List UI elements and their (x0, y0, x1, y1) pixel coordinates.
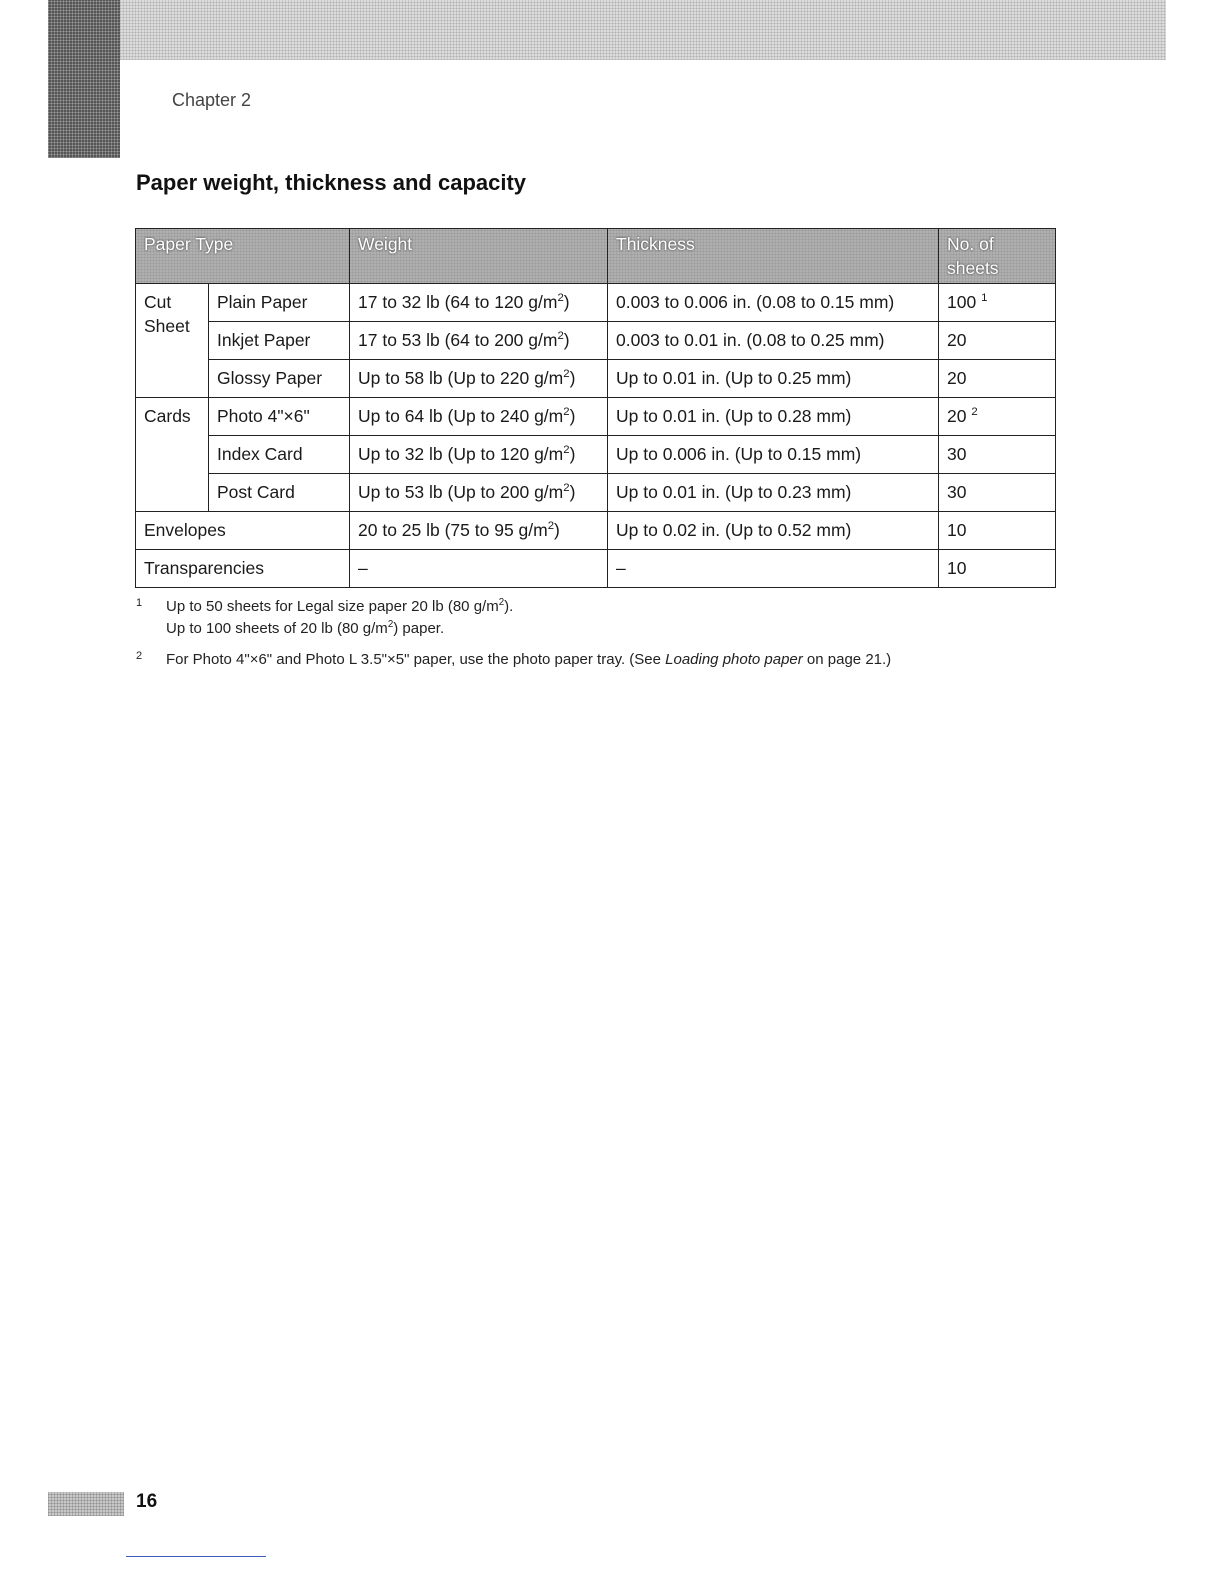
table-row (136, 360, 1056, 398)
header-thickness: Thickness (608, 229, 939, 284)
paper-type-cell: Photo 4"×6" (209, 398, 350, 436)
sheets-cell: 20 (939, 322, 1056, 360)
table-row (136, 550, 1056, 588)
sheets-cell: 20 $^2$ (939, 398, 1056, 436)
weight-cell: 20 to 25 lb (75 to 95 $g/m^2$) (350, 512, 608, 550)
thickness-cell: – (608, 550, 939, 588)
thickness-cell: Up to 0.01 in. (Up to 0.23 mm) (608, 474, 939, 512)
weight-cell: Up to 64 lb (Up to 240 $g/m^2$) (350, 398, 608, 436)
header-weight: Weight (350, 229, 608, 284)
footnote-ref: 2 (971, 406, 978, 419)
footnote-mark: 1 (136, 597, 143, 609)
category-cell: Transparencies (136, 550, 350, 588)
paper-type-cell: Plain Paper (209, 284, 350, 322)
weight-cell: 17 to 32 lb (64 to 120 $g/m^2$) (350, 284, 608, 322)
footnote-ref: 1 (981, 292, 988, 305)
category-cell: Cards (136, 398, 209, 512)
paper-spec-table (135, 228, 1056, 588)
paper-type-cell: Index Card (209, 436, 350, 474)
table-header-row (136, 229, 1056, 284)
weight-cell: Up to 32 lb (Up to 120 $g/m^2$) (350, 436, 608, 474)
footnote-mark: 2 (136, 650, 143, 662)
sheets-cell: 10 (939, 550, 1056, 588)
weight-cell: – (350, 550, 608, 588)
weight-cell: 17 to 53 lb (64 to 200 $g/m^2$) (350, 322, 608, 360)
weight-cell: Up to 53 lb (Up to 200 $g/m^2$) (350, 474, 608, 512)
chapter-label: Chapter 2 (172, 90, 252, 110)
sheets-cell: 10 (939, 512, 1056, 550)
header-banner (120, 0, 1166, 60)
table-row (136, 398, 1056, 436)
thickness-cell: Up to 0.006 in. (Up to 0.15 mm) (608, 436, 939, 474)
paper-type-cell: Inkjet Paper (209, 322, 350, 360)
cross-reference-link: Loading photo paper (665, 651, 803, 668)
sheets-cell: 20 (939, 360, 1056, 398)
table-row (136, 436, 1056, 474)
table-row (136, 284, 1056, 322)
paper-type-cell: Glossy Paper (209, 360, 350, 398)
footnote-text: For Photo 4"×6" and Photo L 3.5"×5" paper, use the photo paper tray. (See Loading photo paper on page 21.) (166, 651, 892, 668)
bottom-rule (126, 1556, 266, 1557)
thickness-cell: 0.003 to 0.01 in. (0.08 to 0.25 mm) (608, 322, 939, 360)
header-paper-type: Paper Type (136, 229, 350, 284)
footnote-1 (136, 596, 1076, 640)
header-sheets: No. of sheets (939, 229, 1056, 284)
footnote-text: Up to 50 sheets for Legal size paper 20 lb (80 $g/m^2$). (166, 597, 514, 615)
sheets-cell: 30 (939, 436, 1056, 474)
weight-cell: Up to 58 lb (Up to 220 $g/m^2$) (350, 360, 608, 398)
category-cell: Cut Sheet (136, 284, 209, 398)
paper-type-cell: Post Card (209, 474, 350, 512)
page-number: 16 (136, 1491, 158, 1512)
chapter-tab-marker (48, 0, 120, 158)
table-row (136, 322, 1056, 360)
sheets-cell: 100 $^1$ (939, 284, 1056, 322)
thickness-cell: Up to 0.01 in. (Up to 0.28 mm) (608, 398, 939, 436)
table-row (136, 512, 1056, 550)
thickness-cell: 0.003 to 0.006 in. (0.08 to 0.15 mm) (608, 284, 939, 322)
table-row (136, 474, 1056, 512)
sheets-cell: 30 (939, 474, 1056, 512)
thickness-cell: Up to 0.02 in. (Up to 0.52 mm) (608, 512, 939, 550)
footnote-2 (136, 649, 1076, 671)
thickness-cell: Up to 0.01 in. (Up to 0.25 mm) (608, 360, 939, 398)
footnotes (136, 596, 1076, 680)
category-cell: Envelopes (136, 512, 350, 550)
page-number-decoration (48, 1492, 124, 1516)
footnote-text: Up to 100 sheets of 20 lb (80 $g/m^2$) paper. (166, 619, 445, 637)
section-title: Paper weight, thickness and capacity (136, 170, 527, 195)
